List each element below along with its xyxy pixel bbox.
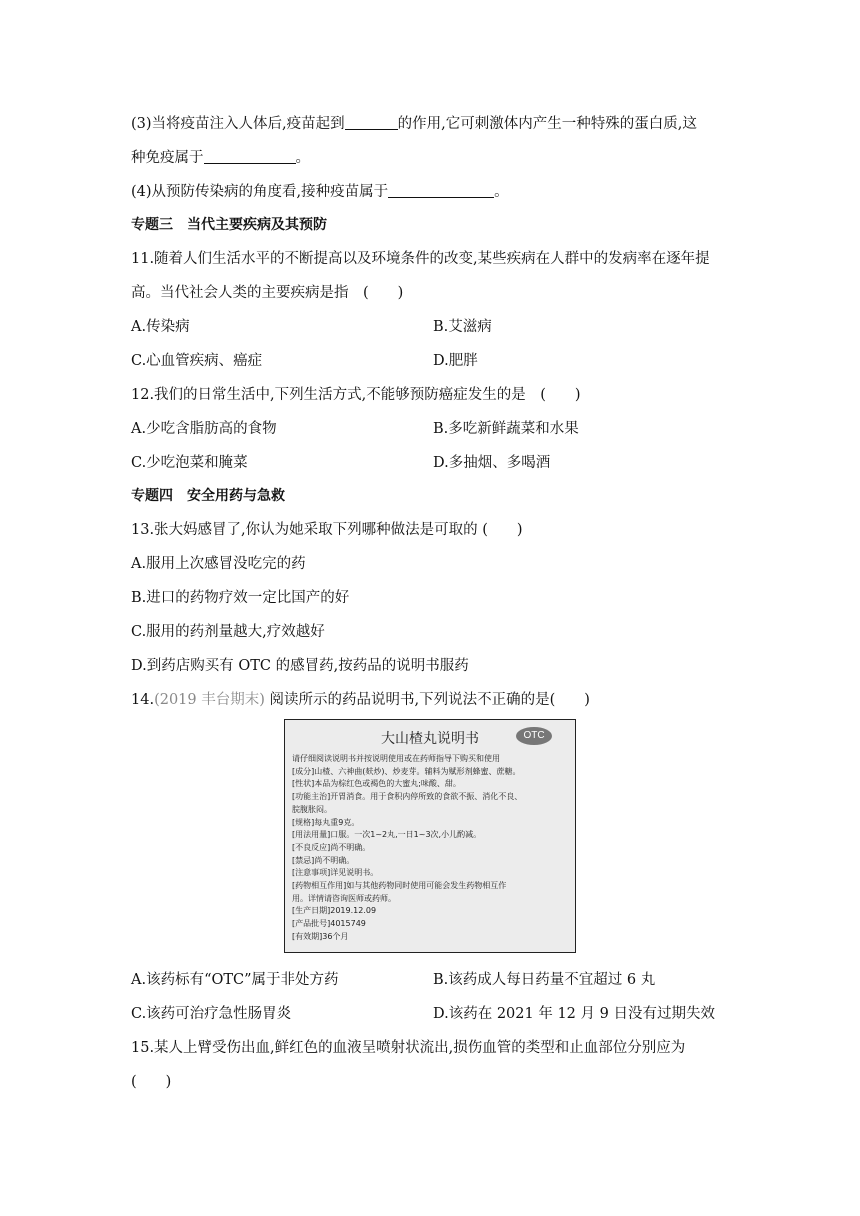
q12-option-d[interactable]: D.多抽烟、多喝酒 xyxy=(433,455,551,471)
q15-stem-line2: ( ) xyxy=(131,1074,172,1090)
q11-option-c[interactable]: C.心血管疾病、癌症 xyxy=(131,353,263,369)
leaflet-line: [药物相互作用]如与其他药物同时使用可能会发生药物相互作 xyxy=(292,881,507,891)
leaflet-line: 脘腹胀闷。 xyxy=(292,804,332,814)
q13-option-c[interactable]: C.服用的药剂量越大,疗效越好 xyxy=(131,624,325,640)
q12-option-a[interactable]: A.少吃含脂肪高的食物 xyxy=(131,421,277,437)
section3-heading: 专题三 当代主要疾病及其预防 xyxy=(131,217,327,233)
leaflet-line: 用。详情请咨询医师或药师。 xyxy=(292,893,396,903)
medicine-leaflet-image xyxy=(284,719,576,953)
leaflet-line: [成分]山楂、六神曲(麸炒)、炒麦芽。辅料为赋形剂蜂蜜、蔗糖。 xyxy=(292,766,521,776)
otc-badge: OTC xyxy=(516,727,552,745)
q11-stem-line1: 11.随着人们生活水平的不断提高以及环境条件的改变,某些疾病在人群中的发病率在逐年提 xyxy=(131,251,710,267)
q13-option-d[interactable]: D.到药店购买有 OTC 的感冒药,按药品的说明书服药 xyxy=(131,658,469,674)
leaflet-line: 请仔细阅读说明书并按说明使用或在药师指导下购买和使用 xyxy=(292,754,500,763)
q10-part4-line xyxy=(131,180,509,201)
leaflet-line: [注意事项]详见说明书。 xyxy=(292,868,379,878)
q10-part4-text: (4)从预防传染病的角度看,接种疫苗属于 xyxy=(131,184,389,200)
q13-stem: 13.张大妈感冒了,你认为她采取下列哪种做法是可取的 ( ) xyxy=(131,522,523,538)
answer-blank[interactable] xyxy=(345,115,398,130)
leaflet-line: [禁忌]尚不明确。 xyxy=(292,855,355,865)
q11-option-a[interactable]: A.传染病 xyxy=(131,319,190,335)
leaflet-body xyxy=(292,753,572,944)
q14-text: 阅读所示的药品说明书,下列说法不正确的是( ) xyxy=(264,692,590,708)
q11-option-d[interactable]: D.肥胖 xyxy=(433,353,478,369)
q11-stem-line2: 高。当代社会人类的主要疾病是指 ( ) xyxy=(131,285,404,301)
leaflet-line: [规格]每丸重9克。 xyxy=(292,817,360,827)
q13-option-a[interactable]: A.服用上次感冒没吃完的药 xyxy=(131,556,306,572)
q12-option-c[interactable]: C.少吃泡菜和腌菜 xyxy=(131,455,248,471)
q10-part3-text-b: 的作用,它可刺激体内产生一种特殊的蛋白质,这 xyxy=(397,116,697,132)
q10-part3-line1 xyxy=(131,112,697,133)
q14-option-a[interactable]: A.该药标有“OTC”属于非处方药 xyxy=(131,972,339,988)
q11-option-b[interactable]: B.艾滋病 xyxy=(433,319,492,335)
section4-heading: 专题四 安全用药与急救 xyxy=(131,488,285,504)
q12-stem: 12.我们的日常生活中,下列生活方式,不能够预防癌症发生的是 ( ) xyxy=(131,387,581,403)
q14-stem xyxy=(131,688,590,709)
q14-source: (2019 丰台期末) xyxy=(154,692,265,708)
leaflet-line: [用法用量]口服。一次1~2丸,一日1~3次,小儿酌减。 xyxy=(292,830,482,840)
q10-part4-end: 。 xyxy=(494,184,509,200)
leaflet-line: [不良反应]尚不明确。 xyxy=(292,842,371,852)
leaflet-line: [有效期]36个月 xyxy=(292,931,349,941)
leaflet-title: 大山楂丸说明书 xyxy=(381,731,479,747)
leaflet-line: [生产日期]2019.12.09 xyxy=(292,906,377,916)
leaflet-line: [性状]本品为棕红色或褐色的大蜜丸;味酸、甜。 xyxy=(292,779,461,789)
q10-part3-line2 xyxy=(131,146,310,167)
q14-number: 14. xyxy=(131,692,155,708)
leaflet-line: [产品批号]4015749 xyxy=(292,919,366,929)
q10-part3-end: 。 xyxy=(295,150,310,166)
q10-part3-text-c: 种免疫属于 xyxy=(131,150,204,166)
leaflet-line: [功能主治]开胃消食。用于食积内停所致的食欲不振、消化不良、 xyxy=(292,792,523,802)
q13-option-b[interactable]: B.进口的药物疗效一定比国产的好 xyxy=(131,590,350,606)
answer-blank[interactable] xyxy=(388,183,494,198)
q15-stem-line1: 15.某人上臂受伤出血,鲜红色的血液呈喷射状流出,损伤血管的类型和止血部位分别应为 xyxy=(131,1040,686,1056)
q14-option-c[interactable]: C.该药可治疗急性肠胃炎 xyxy=(131,1006,292,1022)
answer-blank[interactable] xyxy=(204,149,296,164)
q10-part3-text-a: (3)当将疫苗注入人体后,疫苗起到 xyxy=(131,116,345,132)
q14-option-d[interactable]: D.该药在 2021 年 12 月 9 日没有过期失效 xyxy=(433,1006,715,1022)
q14-option-b[interactable]: B.该药成人每日药量不宜超过 6 丸 xyxy=(433,972,656,988)
q12-option-b[interactable]: B.多吃新鲜蔬菜和水果 xyxy=(433,421,579,437)
